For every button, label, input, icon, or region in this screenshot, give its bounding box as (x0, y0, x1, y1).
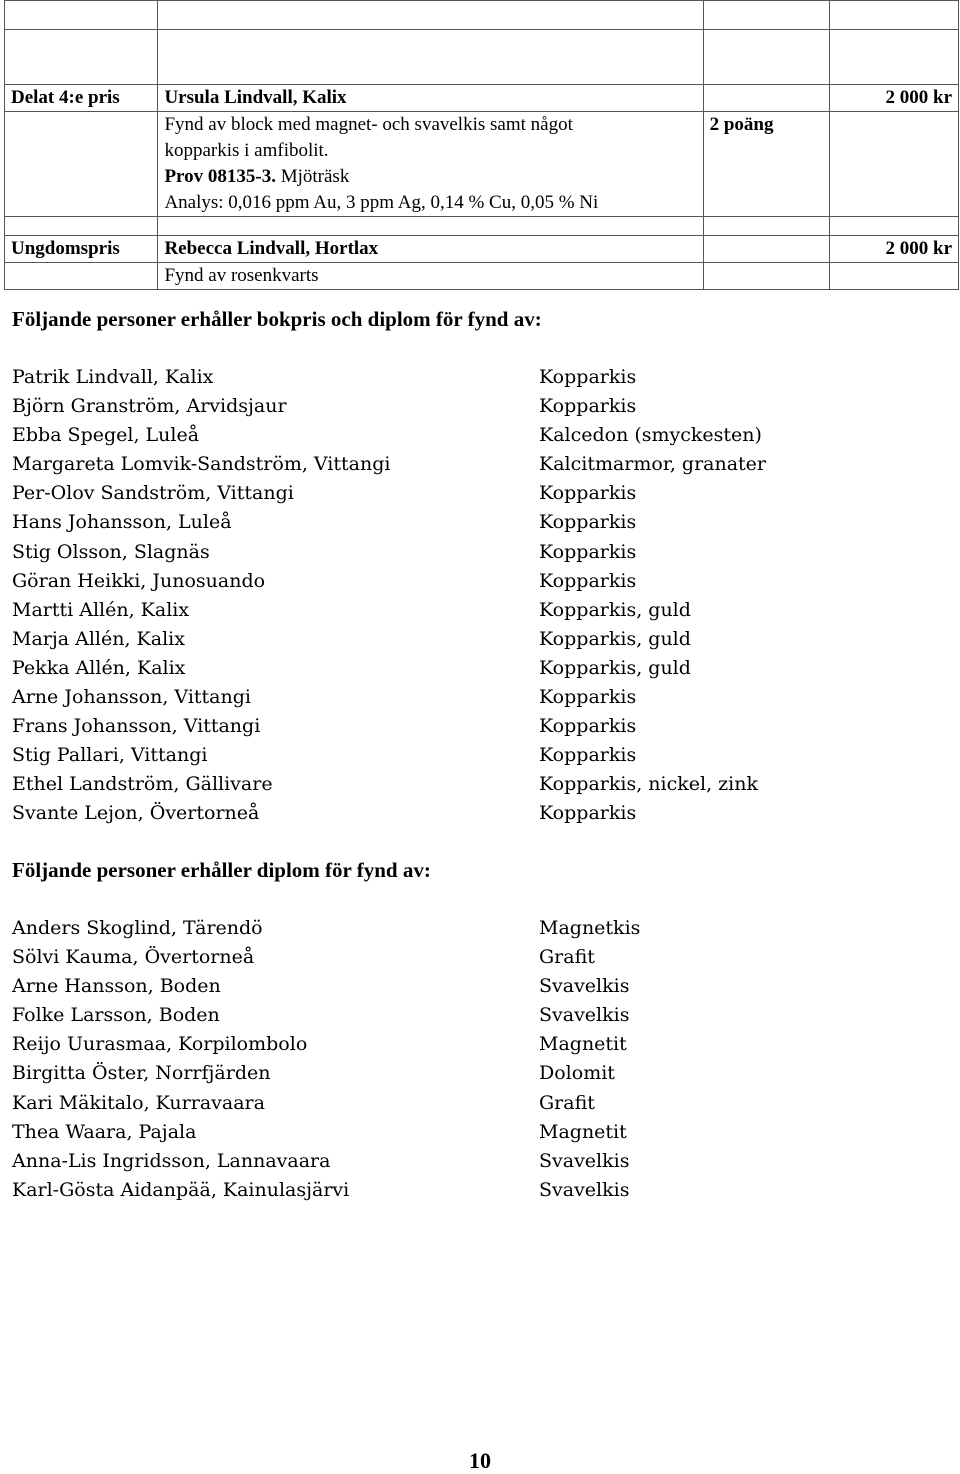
youth-label: Ungdomspris (5, 236, 158, 263)
find-mineral: Kopparkis (539, 802, 637, 825)
prize4-amount: 2 000 kr (829, 85, 958, 112)
list-item (12, 1089, 942, 1118)
table-spacer-row (5, 217, 959, 236)
find-mineral: Magnetkis (539, 917, 641, 939)
list-item (12, 538, 942, 567)
finder-name: Frans Johansson, Vittangi (12, 715, 261, 738)
finder-name: Arne Johansson, Vittangi (12, 686, 251, 709)
section2-heading: Följande personer erhåller diplom för fynd av: (12, 858, 431, 882)
section1-heading: Följande personer erhåller bokpris och diplom för fynd av: (12, 307, 542, 331)
youth-detail-row (5, 263, 959, 290)
find-mineral: Svavelkis (539, 1149, 630, 1172)
finder-name: Reijo Uurasmaa, Korpilombolo (12, 1033, 308, 1056)
find-mineral: Kalcedon (smyckesten) (539, 424, 762, 447)
list-item (12, 799, 942, 828)
prize4-row (5, 85, 959, 112)
finder-name: Birgitta Öster, Norrfjärden (12, 1062, 271, 1085)
list-item (12, 421, 942, 450)
finder-name: Anders Skoglind, Tärendö (12, 917, 263, 939)
prize4-description (158, 112, 703, 217)
list-item (12, 1118, 942, 1147)
finder-name: Hans Johansson, Luleå (12, 511, 232, 534)
finder-name: Ethel Landström, Gällivare (12, 773, 273, 796)
list-item (12, 479, 942, 508)
finder-name: Kari Mäkitalo, Kurravaara (12, 1091, 265, 1114)
list-item (12, 1059, 942, 1088)
find-mineral: Kopparkis (539, 744, 637, 767)
finder-name: Ebba Spegel, Luleå (12, 424, 200, 447)
finder-name: Stig Pallari, Vittangi (12, 744, 208, 767)
list-item (12, 770, 942, 799)
prize4-detail-row (5, 112, 959, 217)
list-item (12, 1176, 942, 1205)
table-spacer-row (5, 1, 959, 30)
section1-list (12, 363, 942, 829)
find-mineral: Kopparkis (539, 366, 637, 388)
finder-name: Per-Olov Sandström, Vittangi (12, 482, 294, 505)
prize4-desc-line2: kopparkis i amfibolit. (164, 140, 329, 161)
list-item (12, 625, 942, 654)
list-item (12, 596, 942, 625)
list-item (12, 683, 942, 712)
youth-description: Fynd av rosenkvarts (158, 263, 703, 290)
find-mineral: Kopparkis (539, 482, 637, 505)
section2-list (12, 914, 942, 1205)
find-mineral: Svavelkis (539, 1004, 630, 1027)
finder-name: Arne Hansson, Boden (12, 975, 221, 998)
youth-amount: 2 000 kr (829, 236, 958, 263)
find-mineral: Grafit (539, 946, 595, 969)
finder-name: Björn Granström, Arvidsjaur (12, 395, 287, 418)
finder-name: Stig Olsson, Slagnäs (12, 540, 210, 563)
find-mineral: Kopparkis, guld (539, 656, 691, 679)
finder-name: Patrik Lindvall, Kalix (12, 366, 214, 388)
find-mineral: Magnetit (539, 1033, 627, 1056)
finder-name: Göran Heikki, Junosuando (12, 569, 266, 592)
find-mineral: Grafit (539, 1091, 595, 1114)
list-item (12, 363, 942, 392)
prize4-points: 2 poäng (703, 112, 829, 217)
list-item (12, 914, 942, 943)
finder-name: Pekka Allén, Kalix (12, 656, 186, 679)
list-item (12, 654, 942, 683)
list-item (12, 972, 942, 1001)
find-mineral: Svavelkis (539, 975, 630, 998)
finder-name: Thea Waara, Pajala (12, 1120, 197, 1143)
list-item (12, 943, 942, 972)
list-item (12, 712, 942, 741)
find-mineral: Kopparkis (539, 511, 637, 534)
list-item (12, 392, 942, 421)
finder-name: Sölvi Kauma, Övertorneå (12, 946, 255, 969)
find-mineral: Dolomit (539, 1062, 615, 1085)
list-item (12, 741, 942, 770)
finder-name: Martti Allén, Kalix (12, 598, 190, 621)
find-mineral: Kalcitmarmor, granater (539, 453, 767, 476)
find-mineral: Kopparkis, guld (539, 627, 691, 650)
list-item (12, 567, 942, 596)
finder-name: Margareta Lomvik-Sandström, Vittangi (12, 453, 391, 476)
find-mineral: Kopparkis (539, 686, 637, 709)
prize4-label: Delat 4:e pris (5, 85, 158, 112)
list-item (12, 450, 942, 479)
prize4-prov: Prov 08135-3. (164, 166, 276, 187)
page-number: 10 (469, 1448, 491, 1473)
prize4-winner: Ursula Lindvall, Kalix (158, 85, 703, 112)
find-mineral: Kopparkis (539, 540, 637, 563)
find-mineral: Kopparkis (539, 715, 637, 738)
prize4-sample (164, 164, 696, 190)
finder-name: Karl-Gösta Aidanpää, Kainulasjärvi (12, 1178, 350, 1201)
prize4-analysis: Analys: 0,016 ppm Au, 3 ppm Ag, 0,14 % Cu, 0,05 % Ni (164, 192, 599, 213)
finder-name: Marja Allén, Kalix (12, 627, 185, 650)
list-item (12, 508, 942, 537)
finder-name: Folke Larsson, Boden (12, 1004, 220, 1027)
prize4-place: Mjöträsk (275, 166, 350, 187)
finder-name: Svante Lejon, Övertorneå (12, 802, 260, 825)
list-item (12, 1147, 942, 1176)
find-mineral: Svavelkis (539, 1178, 630, 1201)
find-mineral: Kopparkis, guld (539, 598, 691, 621)
list-item (12, 1001, 942, 1030)
find-mineral: Kopparkis, nickel, zink (539, 773, 758, 796)
prize4-desc-line1: Fynd av block med magnet- och svavelkis samt något (164, 114, 573, 135)
find-mineral: Kopparkis (539, 395, 637, 418)
table-spacer-row (5, 30, 959, 85)
youth-winner: Rebecca Lindvall, Hortlax (158, 236, 703, 263)
finder-name: Anna-Lis Ingridsson, Lannavaara (12, 1149, 331, 1172)
awards-table (4, 0, 959, 290)
find-mineral: Magnetit (539, 1120, 627, 1143)
list-item (12, 1030, 942, 1059)
find-mineral: Kopparkis (539, 569, 637, 592)
youth-row (5, 236, 959, 263)
